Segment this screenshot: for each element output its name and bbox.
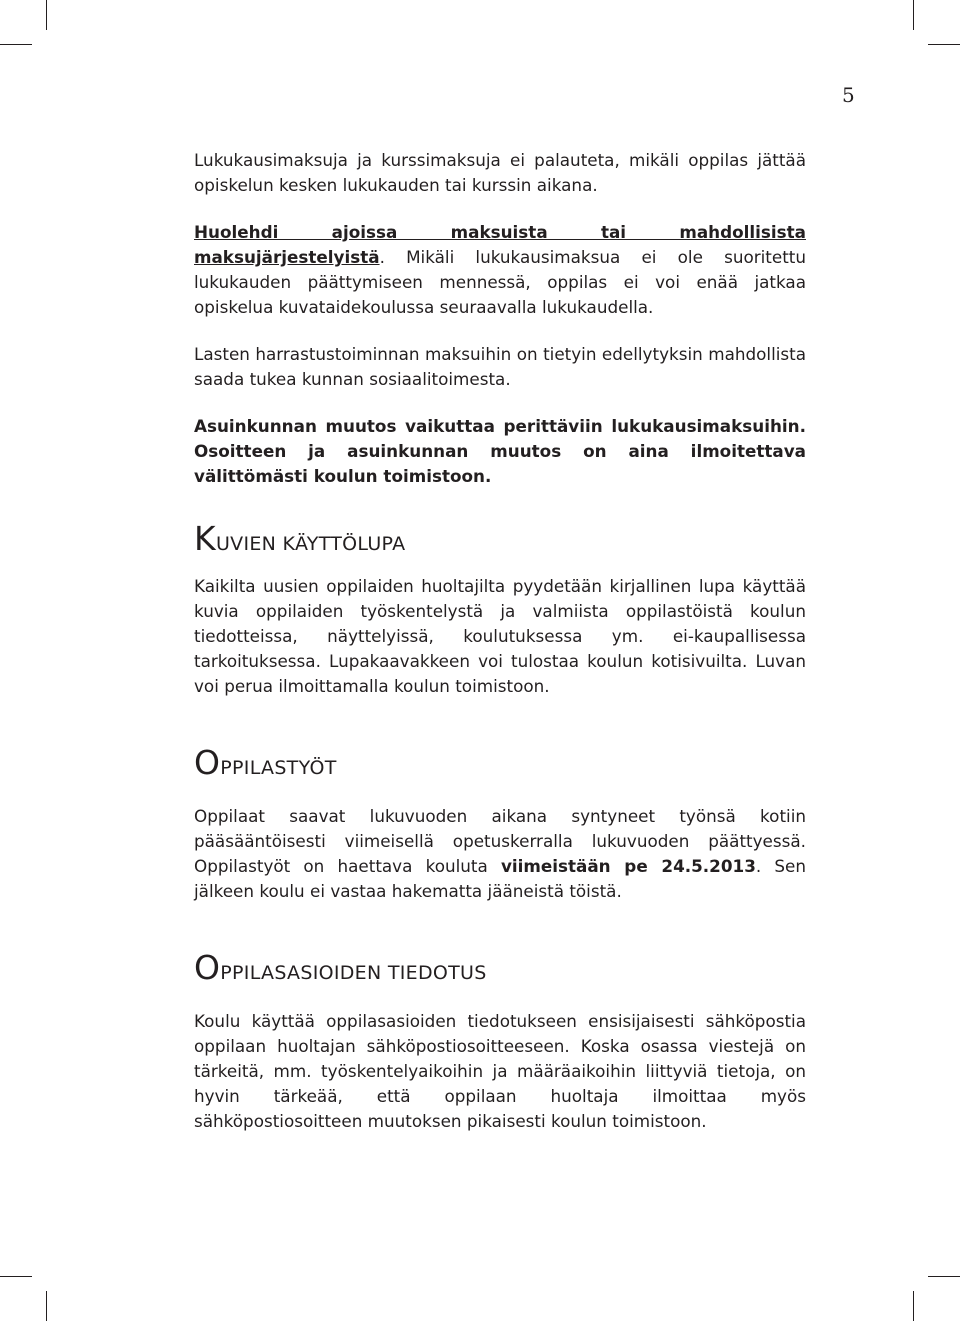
deadline-text: viimeistään pe 24.5.2013 [500,856,756,876]
section-heading-oppilastyot: OPPILASTYÖT [194,743,337,782]
section-heading-tiedotus: OPPILASASIOIDEN TIEDOTUS [194,948,487,987]
municipality-paragraph: Asuinkunnan muutos vaikuttaa perittäviin lukukausimaksuihin. Osoitteen ja asuinkunnan muutos on aina ilmoitettava välittömästi koulun toimistoon. [194,416,806,486]
crop-mark [0,1276,32,1277]
refund-paragraph: Lukukausimaksuja ja kurssimaksuja ei palauteta, mikäli oppilas jättää opiskelun kesken lukukauden tai kurssin aikana. [194,150,806,195]
payment-paragraph [194,220,806,320]
section-heading-kuvien: KUVIEN KÄYTTÖLUPA [194,519,406,558]
section-body-tiedotus: Koulu käyttää oppilasasioiden tiedotukseen ensisijaisesti sähköpostia oppilaan huoltajan sähköpostiosoitteeseen. Koska osassa viestejä on tärkeitä, mm. työskentelyaikoihin ja määräaikoihin liittyviä tietoja, on hyvin tärkeää, että oppilaan huoltaja ilmoittaa myös sähköpostiosoitteen muutoksen pikaisesti koulun toimistoon. [194,1011,806,1131]
page-number: 5 [842,83,855,107]
page-content [194,148,806,1134]
section-body-oppilastyot: Oppilaat saavat lukuvuoden aikana syntyneet työnsä kotiin pääsääntöisesti viimeisellä opetuskerralla lukuvuoden päättyessä. Oppilastyöt on haettava kouluta viimeistään pe 24.5.2013. Sen jälkeen koulu ei vastaa hakematta jääneistä töistä. [194,806,807,901]
crop-mark [913,1291,914,1321]
section-body-kuvien: Kaikilta uusien oppilaiden huoltajilta pyydetään kirjallinen lupa käyttää kuvia oppilaiden työskentelystä ja valmiista oppilastöistä koulun tiedotteissa, näyttelyissä, koulutuksessa ym. ei-kaupallisessa tarkoituksessa. Lupakaavakkeen voi tulostaa koulun kotisivuilta. Luvan voi perua ilmoittamalla koulun toimistoon. [194,576,806,696]
crop-mark [913,0,914,30]
crop-mark [46,1291,47,1321]
support-paragraph: Lasten harrastustoiminnan maksuihin on tietyin edellytyksin mahdollista saada tukea kunnan sosiaalitoimesta. [194,344,806,389]
crop-mark [928,44,960,45]
payment-paragraph-text: . Mikäli lukukausimaksua ei ole suoritettu lukukauden päättymiseen mennessä, oppilas ei voi enää jatkaa opiskelua kuvataidekoulussa seuraavalla lukukaudella. [194,247,806,317]
crop-mark [46,0,47,30]
crop-mark [928,1276,960,1277]
crop-mark [0,44,32,45]
payment-reminder: Huolehdi ajoissa maksuista tai mahdollisista maksujärjestelyistä [194,222,806,267]
